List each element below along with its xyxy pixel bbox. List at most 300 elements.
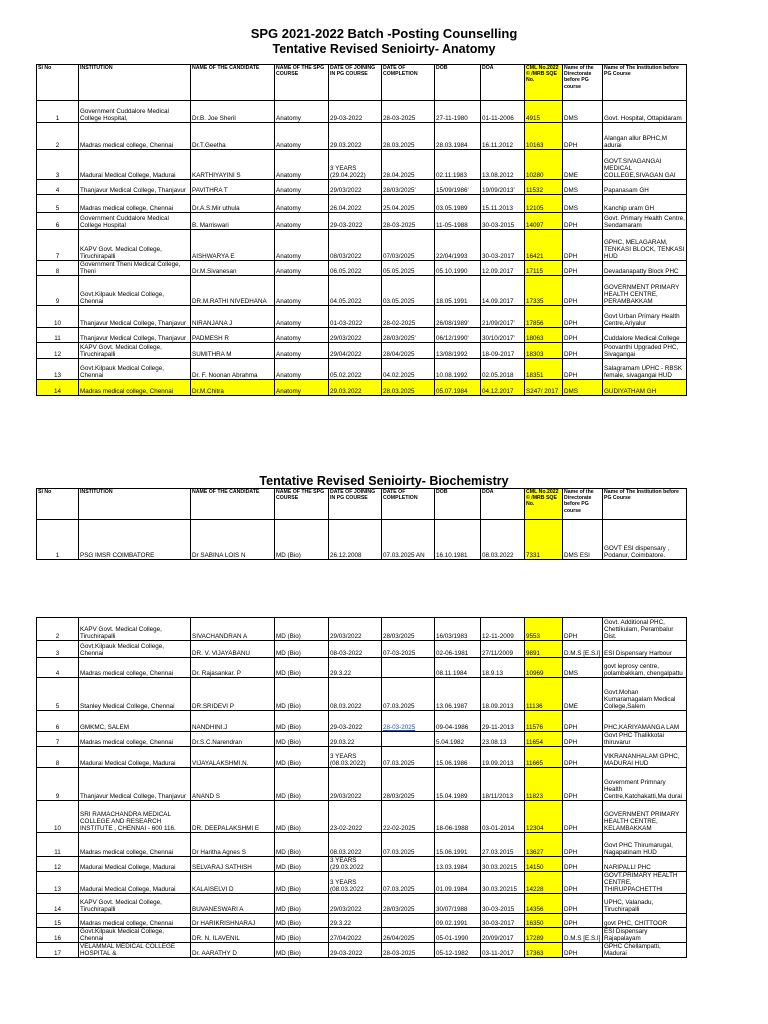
table-row	[37, 261, 687, 276]
cell-cml-no: 18303	[525, 343, 563, 359]
cell-candidate-name: Dr. Rajasankar. P	[191, 658, 275, 678]
cell-prev-institution: Devadanapatty Block PHC	[603, 261, 687, 276]
cell-spg-course: MD (Bio)	[275, 747, 329, 768]
cell-directorate: DPH	[563, 747, 603, 768]
cell-dob: 15.06.1986	[435, 747, 481, 768]
cell-sl-no: 1	[37, 520, 79, 560]
cell-candidate-name: DR. N. ILAVENIL	[191, 928, 275, 943]
cell-dob: 27-11-1980	[435, 101, 481, 123]
cell-sl-no: 9	[37, 276, 79, 306]
cell-directorate: DMS	[563, 658, 603, 678]
cell-date-of-joining: 29/03/2022	[329, 618, 382, 641]
cell-sl-no: 11	[37, 328, 79, 343]
cell-institution: Madras medical college, Chennai	[79, 380, 191, 396]
cell-candidate-name: DR.M.RATHI NIVEDHANA	[191, 276, 275, 306]
header-candidate-name: NAME OF THE CANDIDATE	[191, 65, 275, 101]
cell-directorate: DPH	[563, 914, 603, 928]
cell-prev-institution: Cuddalore Medical College	[603, 328, 687, 343]
cell-directorate: DPH	[563, 306, 603, 328]
cell-sl-no: 13	[37, 359, 79, 380]
cell-candidate-name: PADMESH R	[191, 328, 275, 343]
cell-candidate-name: Dr SABINA LOIS N	[191, 520, 275, 560]
header-cml-no: CML No.2022 © /MRB SQE No.	[525, 65, 563, 101]
header-sl-no: Sl No	[37, 65, 79, 101]
cell-spg-course: MD (Bio)	[275, 618, 329, 641]
table-row	[37, 195, 687, 213]
cell-directorate: DPH	[563, 732, 603, 747]
cell-date-of-joining: 08.03.2022	[329, 678, 382, 711]
cell-date-of-completion	[382, 914, 435, 928]
cell-sl-no: 12	[37, 343, 79, 359]
cell-spg-course: MD (Bio)	[275, 768, 329, 801]
cell-date-of-completion	[382, 658, 435, 678]
cell-date-of-completion: 04.02.2025	[382, 359, 435, 380]
cell-sl-no: 5	[37, 678, 79, 711]
cell-date-of-completion: 07.03.2025	[382, 678, 435, 711]
table-row	[37, 276, 687, 306]
cell-date-of-joining: 29.03.2022	[329, 380, 382, 396]
anatomy-section-title: Tentative Revised Senioirty- Anatomy	[272, 42, 496, 56]
cell-directorate: DPH	[563, 261, 603, 276]
table-row	[37, 732, 687, 747]
cell-doa: 18/11/2013	[481, 768, 525, 801]
cell-doa: 27.03.2015	[481, 833, 525, 857]
header-spg-course: NAME OF THE SPG COURSE	[275, 489, 329, 520]
cell-candidate-name: VIJAYALAKSHMI.N.	[191, 747, 275, 768]
cell-doa: 04.12.2017	[481, 380, 525, 396]
header-date-of-completion: DATE OF COMPLETION	[382, 65, 435, 101]
cell-prev-institution: ESI Dispensary Harbour	[603, 641, 687, 658]
cell-date-of-joining: 29-03-2022	[329, 213, 382, 230]
cell-dob: 15.06.1991	[435, 833, 481, 857]
cell-cml-no: 11576	[525, 711, 563, 732]
cell-cml-no: 17335	[525, 276, 563, 306]
cell-directorate: DMS	[563, 101, 603, 123]
cell-directorate: DPH	[563, 768, 603, 801]
table-row	[37, 641, 687, 658]
cell-date-of-joining: 29/03/2022	[329, 894, 382, 914]
cell-directorate: DPH	[563, 894, 603, 914]
cell-dob: 18-06-1988	[435, 801, 481, 833]
cell-spg-course: MD (Bio)	[275, 678, 329, 711]
cell-sl-no: 10	[37, 801, 79, 833]
cell-cml-no: 14228	[525, 872, 563, 894]
cell-date-of-joining: 08/03/2022	[329, 230, 382, 261]
cell-cml-no: 11136	[525, 678, 563, 711]
header-prev-institution: Name of The Institution before PG Course	[603, 65, 687, 101]
cell-date-of-joining: 26.12.2008	[329, 520, 382, 560]
cell-doa: 30-03-2017	[481, 230, 525, 261]
cell-institution: Madras medical college, Chennai	[79, 914, 191, 928]
cell-directorate: D.M.S [E.S.I]	[563, 641, 603, 658]
cell-sl-no: 11	[37, 833, 79, 857]
cell-dob: 08.11.1984	[435, 658, 481, 678]
cell-institution: Thanjavur Medical College, Thanjavur	[79, 306, 191, 328]
cell-spg-course: MD (Bio)	[275, 833, 329, 857]
cell-candidate-name: DR. V. VIJAYABANU	[191, 641, 275, 658]
cell-directorate: DME	[563, 678, 603, 711]
cell-directorate: DPH	[563, 123, 603, 150]
cell-sl-no: 14	[37, 380, 79, 396]
cell-spg-course: MD (Bio)	[275, 711, 329, 732]
cell-prev-institution: GPHC Chellampatti, Madurai	[603, 943, 687, 958]
cell-dob: 05.07.1984	[435, 380, 481, 396]
cell-sl-no: 9	[37, 768, 79, 801]
cell-institution: Government Cuddalore Medical College Hospital,	[79, 101, 191, 123]
cell-candidate-name: PAVITHRA T	[191, 180, 275, 195]
cell-doa: 30-03-2015	[481, 213, 525, 230]
cell-cml-no: 9553	[525, 618, 563, 641]
cell-spg-course: Anatomy	[275, 261, 329, 276]
cell-institution: Madras medical college, Chennai	[79, 658, 191, 678]
anatomy-seniority-table	[36, 64, 687, 396]
cell-sl-no: 4	[37, 658, 79, 678]
cell-sl-no: 12	[37, 857, 79, 872]
cell-candidate-name: BUVANESWARI A	[191, 894, 275, 914]
cell-doa: 18.9.13	[481, 658, 525, 678]
header-dob: DOB	[435, 65, 481, 101]
header-sl-no: Sl No	[37, 489, 79, 520]
cell-candidate-name: Dr. AARATHY D	[191, 943, 275, 958]
header-prev-institution: Name of The Institution before PG Course	[603, 489, 687, 520]
cell-institution: Madras medical college, Chennai	[79, 833, 191, 857]
table-row	[37, 101, 687, 123]
cell-cml-no: 14356	[525, 894, 563, 914]
cell-date-of-joining: 3 YEARS (08.03.2022)	[329, 747, 382, 768]
cell-dob: 26/08/1989'	[435, 306, 481, 328]
cell-candidate-name: Dr HARIKRISHNARAJ	[191, 914, 275, 928]
cell-dob: 16.10.1981	[435, 520, 481, 560]
cell-sl-no: 6	[37, 213, 79, 230]
cell-dob: 05-01-1990	[435, 928, 481, 943]
cell-institution: Madras medical college, Chennai	[79, 732, 191, 747]
header-institution: INSTITUTION	[79, 489, 191, 520]
table-row	[37, 359, 687, 380]
cell-cml-no: 10163	[525, 123, 563, 150]
cell-date-of-joining: 08-03-2022	[329, 641, 382, 658]
cell-prev-institution: Govt Urban Primary Health Centre,Ariyalur	[603, 306, 687, 328]
cell-cml-no: 16350	[525, 914, 563, 928]
header-doa: DOA	[481, 489, 525, 520]
cell-spg-course: Anatomy	[275, 343, 329, 359]
cell-sl-no: 7	[37, 732, 79, 747]
cell-spg-course: Anatomy	[275, 180, 329, 195]
cell-institution: VELAMMAL MEDICAL COLLEGE HOSPITAL &	[79, 943, 191, 958]
cell-prev-institution: ESI Dispensary Rajapalayam	[603, 928, 687, 943]
cell-dob: 5.04.1982	[435, 732, 481, 747]
cell-institution: Madurai Medical College, Madurai	[79, 150, 191, 180]
cell-directorate: DPH	[563, 857, 603, 872]
cell-prev-institution: Government Primnary Health Centre,Katchakatti,Ma durai	[603, 768, 687, 801]
table-row	[37, 123, 687, 150]
cell-date-of-joining: 29.3.22	[329, 914, 382, 928]
cell-doa: 15.11.2013	[481, 195, 525, 213]
cell-prev-institution: Govt. Hospital, Ottapidaram	[603, 101, 687, 123]
anatomy-table-body	[37, 101, 687, 396]
cell-cml-no: 17856	[525, 306, 563, 328]
cell-institution: Madras medical college, Chennai	[79, 123, 191, 150]
cell-directorate: DMS	[563, 195, 603, 213]
cell-directorate: DPH	[563, 230, 603, 261]
cell-dob: 01.09.1984	[435, 872, 481, 894]
cell-prev-institution: GOVT.SIVAGANGAI MEDICAL COLLEGE,SIVAGAN GAI	[603, 150, 687, 180]
cell-doa: 03-11-2017	[481, 943, 525, 958]
cell-date-of-joining: 3 YEARS (29.03.2022	[329, 857, 382, 872]
cell-prev-institution: govt PHC, CHITTOOR	[603, 914, 687, 928]
cell-spg-course: MD (Bio)	[275, 928, 329, 943]
cell-spg-course: MD (Bio)	[275, 732, 329, 747]
cell-date-of-completion: 28.03.2025	[382, 380, 435, 396]
cell-candidate-name: DR. DEEPALAKSHMI E	[191, 801, 275, 833]
cell-institution: Madurai Medical College, Madurai	[79, 872, 191, 894]
table-row	[37, 618, 687, 641]
cell-cml-no: 12304	[525, 801, 563, 833]
cell-institution: Thanjavur Medical College, Thanjavur	[79, 768, 191, 801]
cell-candidate-name: B. Marriswari	[191, 213, 275, 230]
cell-directorate: DMS	[563, 380, 603, 396]
cell-date-of-completion: 28/03/2025'	[382, 328, 435, 343]
cell-directorate: DMS	[563, 180, 603, 195]
cell-dob: 13.06.1987	[435, 678, 481, 711]
header-directorate: Name of the Directorate before PG course	[563, 65, 603, 101]
cell-date-of-completion: 07.03.2025	[382, 872, 435, 894]
biochemistry-header-row	[37, 489, 687, 520]
cell-spg-course: Anatomy	[275, 380, 329, 396]
cell-date-of-joining: 29-03-2022	[329, 101, 382, 123]
cell-date-of-completion[interactable]: 28-03-2025	[382, 711, 435, 732]
biochemistry-table-body-part1	[37, 520, 687, 560]
cell-doa: 30-03-2017	[481, 914, 525, 928]
table-row	[37, 914, 687, 928]
cell-doa: 30.03.20215	[481, 857, 525, 872]
cell-prev-institution: Salagramam UPHC - RBSK female, sivagangai HUD	[603, 359, 687, 380]
cell-dob: 15.04.1989	[435, 768, 481, 801]
cell-prev-institution: Poovanthi Upgraded PHC, Sivagangai	[603, 343, 687, 359]
cell-institution: Thanjavur Medical College, Thanjavur	[79, 328, 191, 343]
table-row	[37, 857, 687, 872]
header-date-of-completion: DATE OF COMPLETION	[382, 489, 435, 520]
table-row	[37, 230, 687, 261]
table-row	[37, 801, 687, 833]
cell-spg-course: MD (Bio)	[275, 894, 329, 914]
cell-date-of-completion: 28-03-2025	[382, 213, 435, 230]
cell-prev-institution: PHC,KARIYAMANGA LAM	[603, 711, 687, 732]
cell-sl-no: 3	[37, 150, 79, 180]
header-directorate: Name of the Directorate before PG course	[563, 489, 603, 520]
cell-cml-no: 14097	[525, 213, 563, 230]
cell-institution: PSG IMSR COIMBATORE	[79, 520, 191, 560]
cell-date-of-joining: 05.02.2022	[329, 359, 382, 380]
cell-date-of-joining: 3 YEARS (08.03.2022	[329, 872, 382, 894]
cell-candidate-name: DR.SRIDEVI P	[191, 678, 275, 711]
cell-doa: 02.05.2018	[481, 359, 525, 380]
cell-institution: KAPV Govt. Medical College, Tiruchirapalli	[79, 894, 191, 914]
cell-sl-no: 15	[37, 914, 79, 928]
cell-prev-institution: Alangan allur BPHC,M adurai	[603, 123, 687, 150]
cell-dob: 03.05.1989	[435, 195, 481, 213]
header-cml-no: CML No.2022 © /MRB SQE No.	[525, 489, 563, 520]
cell-cml-no: 13627	[525, 833, 563, 857]
cell-institution: Govt.Kilpauk Medical College, Chennai	[79, 359, 191, 380]
cell-cml-no: 11823	[525, 768, 563, 801]
cell-dob: 10.08.1992	[435, 359, 481, 380]
cell-date-of-completion	[382, 732, 435, 747]
cell-date-of-completion: 07.03.2025	[382, 833, 435, 857]
cell-directorate: DPH	[563, 711, 603, 732]
cell-prev-institution: GOVERNMENT PRIMARY HEALTH CENTRE, PERAMBAKKAM	[603, 276, 687, 306]
cell-institution: KAPV Govt. Medical College, Tiruchirapalli	[79, 618, 191, 641]
cell-cml-no: S247/ 2017	[525, 380, 563, 396]
cell-institution: Government Theni Medical College, Theni	[79, 261, 191, 276]
cell-directorate: D.M.S [E.S.I]	[563, 928, 603, 943]
cell-date-of-joining: 29.03.2022	[329, 123, 382, 150]
cell-date-of-joining: 29-03-2022	[329, 943, 382, 958]
cell-cml-no: 17289	[525, 928, 563, 943]
cell-sl-no: 3	[37, 641, 79, 658]
cell-cml-no: 12105	[525, 195, 563, 213]
table-row	[37, 678, 687, 711]
cell-doa: 03-01-2014	[481, 801, 525, 833]
cell-candidate-name: SELVARAJ SATHISH	[191, 857, 275, 872]
cell-institution: Madras medical college, Chennai	[79, 195, 191, 213]
cell-spg-course: MD (Bio)	[275, 943, 329, 958]
cell-prev-institution: GPHC, MELAGARAM, TENKASI BLOCK, TENKASI HUD	[603, 230, 687, 261]
cell-dob: 09-04-1986	[435, 711, 481, 732]
cell-date-of-completion: 05.05.2025	[382, 261, 435, 276]
cell-prev-institution: GOVT ESI dispensary , Podanur, Coimbatore.	[603, 520, 687, 560]
cell-cml-no: 11532	[525, 180, 563, 195]
cell-cml-no: 14150	[525, 857, 563, 872]
cell-doa: 01-11-2006	[481, 101, 525, 123]
cell-date-of-completion: 28/03/2025	[382, 768, 435, 801]
cell-directorate: DPH	[563, 872, 603, 894]
cell-prev-institution: Govt PHC Thalikkotai thiruvarur	[603, 732, 687, 747]
cell-spg-course: MD (Bio)	[275, 641, 329, 658]
cell-date-of-completion: 28.03.2025	[382, 123, 435, 150]
cell-sl-no: 4	[37, 180, 79, 195]
cell-prev-institution: GUDIYATHAM GH	[603, 380, 687, 396]
cell-candidate-name: Dr.M.Sivanesan	[191, 261, 275, 276]
cell-candidate-name: Dr Haritha Agnes S	[191, 833, 275, 857]
table-row	[37, 943, 687, 958]
table-row	[37, 928, 687, 943]
table-row	[37, 343, 687, 359]
cell-spg-course: Anatomy	[275, 150, 329, 180]
cell-spg-course: MD (Bio)	[275, 872, 329, 894]
cell-cml-no: 16421	[525, 230, 563, 261]
cell-institution: Madurai Medical College, Madurai	[79, 857, 191, 872]
cell-candidate-name: SUMITHRA M	[191, 343, 275, 359]
cell-prev-institution: NARIPALLI PHC	[603, 857, 687, 872]
cell-directorate: DPH	[563, 943, 603, 958]
cell-directorate: DPH	[563, 833, 603, 857]
cell-cml-no: 10280	[525, 150, 563, 180]
table-row	[37, 711, 687, 732]
cell-sl-no: 2	[37, 618, 79, 641]
cell-candidate-name: Dr.S.C.Narendran	[191, 732, 275, 747]
cell-candidate-name: Dr.M.Chitra	[191, 380, 275, 396]
cell-date-of-joining: 29/03/2022	[329, 180, 382, 195]
cell-dob: 02-06-1981	[435, 641, 481, 658]
cell-date-of-joining: 27/04/2022	[329, 928, 382, 943]
cell-directorate: DPH	[563, 343, 603, 359]
cell-doa: 14.09.2017	[481, 276, 525, 306]
cell-spg-course: MD (Bio)	[275, 801, 329, 833]
cell-candidate-name: KALAISELVI D	[191, 872, 275, 894]
cell-candidate-name: NIRANJANA J	[191, 306, 275, 328]
cell-directorate: DPH	[563, 328, 603, 343]
cell-date-of-completion: 28/03/2025'	[382, 180, 435, 195]
cell-cml-no: 10969	[525, 658, 563, 678]
cell-sl-no: 2	[37, 123, 79, 150]
cell-doa: 23.08.13	[481, 732, 525, 747]
cell-sl-no: 16	[37, 928, 79, 943]
cell-institution: Govt.Kilpauk Medical College, Chennai	[79, 641, 191, 658]
table-row	[37, 768, 687, 801]
cell-doa: 13.08.2012	[481, 150, 525, 180]
cell-institution: KAPV Govt. Medical College, Tiruchirapalli	[79, 230, 191, 261]
cell-sl-no: 6	[37, 711, 79, 732]
cell-date-of-joining: 08.03.2022	[329, 833, 382, 857]
cell-date-of-completion: 28-03-2025	[382, 101, 435, 123]
cell-dob: 15/09/1986'	[435, 180, 481, 195]
cell-date-of-joining: 26.04.2022	[329, 195, 382, 213]
cell-doa: 30-03-2015	[481, 894, 525, 914]
cell-dob: 22/04/1993	[435, 230, 481, 261]
cell-doa: 27/11/2009	[481, 641, 525, 658]
cell-directorate: DMS ESI	[563, 520, 603, 560]
cell-spg-course: MD (Bio)	[275, 914, 329, 928]
cell-dob: 30/07/1988	[435, 894, 481, 914]
cell-date-of-completion: 22-02-2025	[382, 801, 435, 833]
cell-sl-no: 14	[37, 894, 79, 914]
cell-doa: 12-11-2009	[481, 618, 525, 641]
header-institution: INSTITUTION	[79, 65, 191, 101]
cell-doa: 30/10/2017'	[481, 328, 525, 343]
cell-doa: 18.09.2013	[481, 678, 525, 711]
cell-institution: Government Cuddalore Medical College Hospital	[79, 213, 191, 230]
header-date-of-joining: DATE OF JOINING IN PG COURSE	[329, 489, 382, 520]
table-row	[37, 306, 687, 328]
anatomy-header-row	[37, 65, 687, 101]
cell-date-of-completion: 25.04.2025	[382, 195, 435, 213]
cell-spg-course: MD (Bio)	[275, 520, 329, 560]
cell-date-of-completion: 07-03-2025	[382, 641, 435, 658]
cell-directorate: DPH	[563, 801, 603, 833]
cell-doa: 20/09/2017	[481, 928, 525, 943]
cell-date-of-completion: 28/03/2025	[382, 618, 435, 641]
cell-sl-no: 10	[37, 306, 79, 328]
cell-date-of-completion: 28.04.2025	[382, 150, 435, 180]
biochemistry-seniority-table-continued	[36, 617, 687, 958]
cell-institution: SRI RAMACHANDRA MEDICAL COLLEGE AND RESEARCH INSTITUTE , CHENNAI - 600 116.	[79, 801, 191, 833]
cell-spg-course: Anatomy	[275, 101, 329, 123]
header-candidate-name: NAME OF THE CANDIDATE	[191, 489, 275, 520]
cell-prev-institution: VIKRANANHALAM GPHC, MADURAI HUD	[603, 747, 687, 768]
cell-date-of-completion: 28-03-2025	[382, 943, 435, 958]
cell-sl-no: 5	[37, 195, 79, 213]
cell-doa: 08.03.2022	[481, 520, 525, 560]
cell-cml-no: 18063	[525, 328, 563, 343]
cell-cml-no: 18351	[525, 359, 563, 380]
cell-date-of-completion: 07.03.2025 AN	[382, 520, 435, 560]
cell-dob: 05.10.1990	[435, 261, 481, 276]
table-row	[37, 658, 687, 678]
table-row	[37, 520, 687, 560]
cell-candidate-name: Dr.A.S.Mir uthula	[191, 195, 275, 213]
cell-spg-course: MD (Bio)	[275, 658, 329, 678]
table-row	[37, 894, 687, 914]
